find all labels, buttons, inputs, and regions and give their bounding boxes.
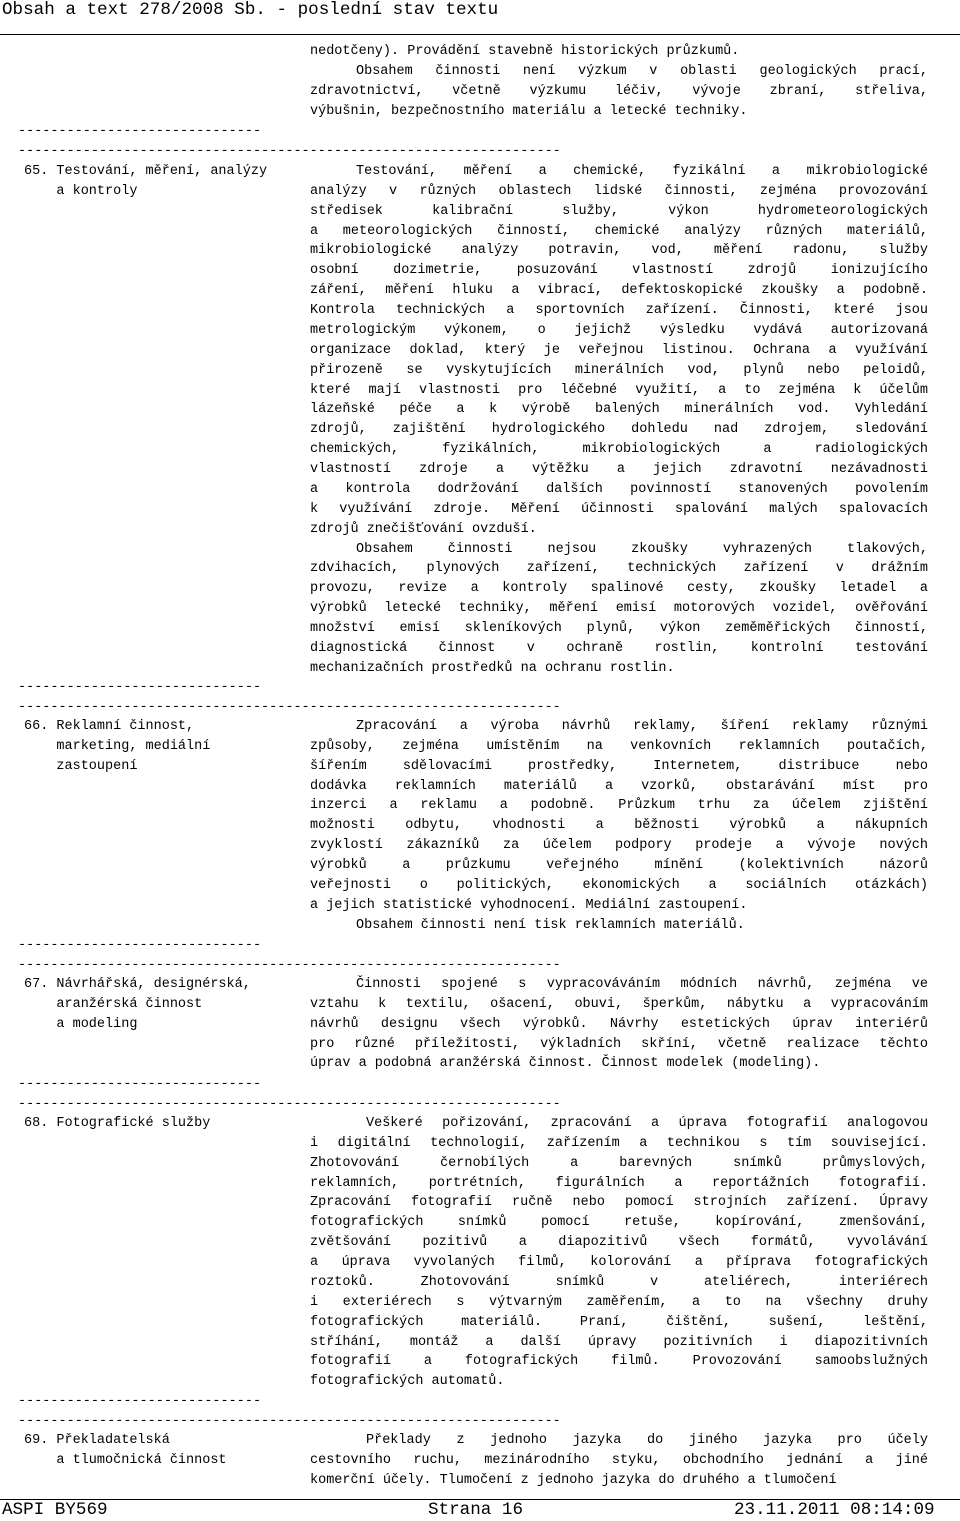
section-intro-text-line: Obsahem činnosti není výzkum v oblasti geologických prací, [356,63,928,79]
section-65-text-line: provozu, revize a kontroly spalinové cesty, zkoušky letadel a [310,581,928,597]
section-68-text-line: a úprava vyvolaných filmů, kolorování a příprava fotografických [310,1255,928,1271]
section-68-text-line: fotografií a fotografických filmů. Provozování samoobslužných [310,1354,928,1370]
section-69-heading-line: 69. Překladatelská [24,1433,170,1448]
footer-page-number: Strana 16 [428,1500,524,1520]
section-65-text-line: Testování, měření a chemické, fyzikální a mikrobiologické [356,164,928,179]
section-66-text-line: šířením sdělovacími prostředky, Internetem, distribuce nebo [310,758,928,774]
section-68-text-line: Zpracování fotografií ručně nebo pomocí strojních zařízení. Úpravy [310,1195,928,1211]
section-68-text-line: Zhotovování černobílých a barevných snímků průmyslových, [310,1155,928,1171]
section-68-text-line: reklamních, portrétních, figurálních a reportážních fotografií. [310,1175,928,1191]
section-65-text-line: analýzy v různých oblastech lidské činnosti, zejména provozování [310,183,928,199]
section-65-text-line: organizace doklad, který je veřejnou listinou. Ochrana a využívání [310,342,928,358]
section-68-text-line: fotografických snímků pomocí retuše, kopírování, zmenšování, [310,1215,928,1231]
section-66-text-line: inzerci a reklamu a podobně. Průzkum trhu za účelem zjištění [310,798,928,814]
section-68-text-line: i digitální technologií, zařízením a technikou s tím související. [310,1135,928,1151]
section-67-text-line: návrhů designu všech výrobků. Návrhy estetických úprav interiérů [310,1016,928,1032]
section-68-text-line: fotografických materiálů. Praní, čištění, sušení, leštění, [310,1314,928,1330]
document-header: Obsah a text 278/2008 Sb. - poslední stav textu [2,0,499,20]
section-65-text-line: které mají vlastnosti pro léčebné využití, a to zejména k účelům [310,382,928,398]
separator-long: ------------------------------------------------------------------- [18,700,561,715]
section-68-text-line: zvětšování pozitivů a diapozitivů všech formátů, vyvolávání [310,1235,928,1251]
section-65-text-line: zdrojů, zajištění hydrologického dohledu nad zdrojem, sledování [310,422,928,438]
section-69-heading-line: a tlumočnická činnost [24,1452,227,1468]
section-65-text-line: a meteorologických činností, chemické analýzy různých materiálů, [310,223,928,239]
section-66-heading-line: zastoupení [24,758,138,774]
section-65-text-line: mikrobiologické analýzy potravin, vod, měření radonu, služby [310,243,928,259]
section-65-text-line: vlastností zdroje a výtěžku a jejich zdravotní nezávadnosti [310,462,928,478]
section-65-text-line: středisek kalibrační služby, výkon hydrometeorologických [310,203,928,219]
separator-short: ------------------------------ [18,1077,262,1092]
section-65-text-line: osobní dozimetrie, posuzování vlastností zdrojů ionizujícího [310,263,928,279]
separator-short: ------------------------------ [18,938,262,953]
section-66-text-line: možnosti odbytu, vhodnosti a běžnosti výrobků a nákupních [310,818,928,834]
separator-long: ------------------------------------------------------------------- [18,958,561,973]
section-68-heading-line: 68. Fotografické služby [24,1116,211,1131]
section-65-text-line: a kontrola dodržování dalších povinností stanovených povolením [310,481,928,497]
section-65-text-line: metrologickým výkonem, o jejichž výsledku vydává autorizovaná [310,322,928,338]
section-66-heading-line: marketing, mediální [24,738,211,754]
section-65-text-line: výrobků letecké techniky, měření emisí motorových vozidel, ověřování [310,601,928,617]
section-65-text-line: mechanizačních prostředků na ochranu rostlin. [310,660,675,676]
page-footer [0,1500,960,1521]
separator-long: ------------------------------------------------------------------- [18,1097,561,1112]
section-69-text-line: komerční účely. Tlumočení z jednoho jazyka do druhého a tlumočení [310,1472,837,1488]
separator-short: ------------------------------ [18,124,262,139]
section-66-heading-line: 66. Reklamní činnost, [24,719,195,734]
section-67-heading-line: aranžérská činnost [24,996,203,1012]
section-65-text-line: záření, měření hluku a vibrací, defektoskopické zkoušky a podobně. [310,283,928,299]
section-66-text-line: dodávka reklamních materiálů a vzorků, obstarávání míst pro [310,778,928,794]
section-69-text-line: cestovního ruchu, mezinárodního styku, obchodního jednání a jiné [310,1452,928,1468]
section-68-text-line: stříhání, montáž a další úpravy pozitivních i diapozitivních [310,1334,928,1350]
section-68-text-line: i exteriérech s výtvarným zaměřením, a to na všechny druhy [310,1294,928,1310]
section-66-text-line: Zpracování a výroba návrhů reklamy, šíření reklamy různými [356,719,928,734]
separator-long: ------------------------------------------------------------------- [18,1414,561,1429]
section-67-text-line: vztahu k textilu, ošacení, obuvi, šperkům, nábytku a vypracováním [310,996,928,1012]
section-68-text-line: fotografických automatů. [310,1374,505,1390]
section-intro-text-line: nedotčeny). Provádění stavebně historických průzkumů. [310,44,740,59]
section-65-text-line: množství emisí skleníkových plynů, výkon zeměměřických činností, [310,621,928,636]
section-67-heading-line: a modeling [24,1016,138,1032]
section-66-text-line: zvyklostí zákazníků za účelem podpory prodeje a vývoje nových [310,838,928,854]
section-66-text-line: Obsahem činnosti není tisk reklamních materiálů. [356,917,745,933]
section-65-text-line: chemických, fyzikálních, mikrobiologických a radiologických [310,442,928,458]
section-65-heading-line: 65. Testování, měření, analýzy [24,164,268,179]
section-65-text-line: zdvihacích, plynových zařízení, technických zařízení v drážním [310,561,928,577]
section-66-text-line: veřejnosti o politických, ekonomických a sociálních otázkách) [310,877,928,893]
section-67-text-line: pro různé příležitosti, výkladních skříní, včetně realizace těchto [310,1036,928,1052]
section-68-text-line: roztoků. Zhotovování snímků v ateliérech, interiérech [310,1274,928,1290]
section-66-text-line: způsoby, zejména umístěním na venkovních reklamních poutačích, [310,738,928,754]
separator-short: ------------------------------ [18,1394,262,1409]
section-68-text-line: Veškeré pořizování, zpracování a úprava fotografií analogovou [366,1116,928,1131]
separator-short: ------------------------------ [18,680,262,695]
footer-doc-id: ASPI BY569 [2,1500,108,1520]
section-65-text-line: k využívání zdroje. Měření účinnosti spalování malých spalovacích [310,501,928,517]
section-65-text-line: lázeňské péče a k výrobě balených minerálních vod. Vyhledání [310,402,928,418]
section-67-text-line: úprav a podobná aranžérská činnost. Činnost modelek (modeling). [310,1056,821,1072]
section-67-heading-line: 67. Návrhářská, designérská, [24,977,251,992]
section-intro-text-line: výbušnin, bezpečnostního materiálu a letecké techniky. [310,103,748,119]
section-66-text-line: a jejich statistické vyhodnocení. Mediální zastoupení. [310,897,748,913]
section-65-text-line: Obsahem činnosti nejsou zkoušky vyhrazených tlakových, [356,541,928,557]
section-67-text-line: Činnosti spojené s vypracováváním módních návrhů, zejména ve [356,977,928,992]
section-65-text-line: zdrojů znečišťování ovzduší. [310,521,537,537]
section-69-text-line: Překlady z jednoho jazyka do jiného jazyka pro účely [366,1433,928,1448]
separator-long: ------------------------------------------------------------------- [18,144,561,159]
section-65-text-line: přirozeně se vyskytujících minerálních vod, plynů nebo peloidů, [310,362,928,378]
footer-timestamp: 23.11.2011 08:14:09 [734,1500,935,1520]
section-65-text-line: diagnostická činnost v ochraně rostlin, kontrolní testování [310,640,928,656]
section-65-text-line: Kontrola technických a sportovních zařízení. Činnosti, které jsou [310,303,928,319]
section-65-heading-line: a kontroly [24,183,138,199]
section-intro-text-line: zdravotnictví, včetně výzkumu léčiv, vývoje zbraní, střeliva, [310,83,928,99]
section-66-text-line: výrobků a průzkumu veřejného mínění (kolektivních názorů [310,858,928,874]
